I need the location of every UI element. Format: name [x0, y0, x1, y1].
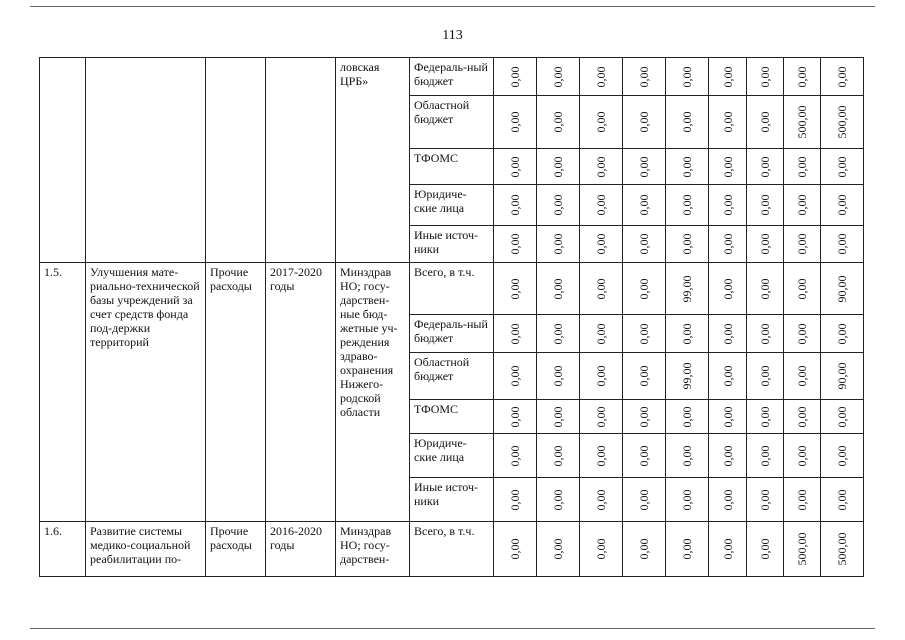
amount-value: 0,00	[508, 111, 522, 133]
amount-cell	[784, 434, 821, 478]
amount-value: 0,00	[594, 278, 608, 299]
amount-value: 0,00	[758, 194, 772, 216]
amount-cell	[494, 478, 537, 522]
amount-cell	[821, 478, 864, 522]
amount-value: 0,00	[720, 278, 735, 299]
funding-source-cell: Юридиче-ские лица	[410, 434, 494, 478]
amount-cell	[821, 263, 864, 315]
expense-type-cell: Прочие расходы	[206, 263, 266, 522]
amount-value: 0,00	[637, 445, 651, 466]
amount-value: 0,00	[508, 489, 522, 510]
amount-cell	[784, 96, 821, 149]
funding-source-cell: Областной бюджет	[410, 353, 494, 400]
amount-cell	[623, 315, 666, 353]
amount-cell	[784, 149, 821, 185]
amount-cell	[580, 434, 623, 478]
amount-value: 0,00	[508, 194, 522, 216]
amount-cell	[747, 96, 784, 149]
amount-cell	[666, 353, 709, 400]
amount-cell	[784, 353, 821, 400]
amount-value: 0,00	[758, 278, 772, 299]
amount-cell	[623, 353, 666, 400]
amount-value: 0,00	[680, 538, 694, 560]
amount-cell	[494, 58, 537, 96]
amount-value: 0,00	[758, 365, 772, 387]
amount-value: 0,00	[637, 278, 651, 299]
amount-value: 0,00	[795, 489, 809, 510]
amount-value: 0,00	[835, 233, 849, 255]
funding-source-cell: ТФОМС	[410, 400, 494, 434]
period-cell	[266, 58, 336, 263]
amount-cell	[494, 149, 537, 185]
amount-value: 0,00	[795, 156, 809, 177]
amount-value: 0,00	[758, 445, 772, 466]
amount-value: 0,00	[508, 538, 522, 560]
amount-value: 0,00	[835, 66, 849, 87]
amount-cell	[747, 400, 784, 434]
amount-cell	[709, 400, 747, 434]
amount-value: 0,00	[508, 66, 522, 87]
amount-cell	[821, 353, 864, 400]
top-scan-edge	[30, 6, 875, 7]
amount-cell	[821, 400, 864, 434]
amount-value: 0,00	[551, 278, 565, 299]
amount-value: 90,00	[835, 362, 849, 390]
amount-cell	[747, 478, 784, 522]
amount-value: 0,00	[758, 538, 772, 560]
amount-value: 0,00	[551, 233, 565, 255]
amount-value: 0,00	[680, 66, 694, 87]
amount-value: 0,00	[637, 538, 651, 560]
amount-value: 500,00	[795, 532, 809, 566]
amount-value: 0,00	[637, 233, 651, 255]
amount-value: 0,00	[720, 233, 735, 255]
amount-value: 99,00	[680, 362, 694, 390]
amount-cell	[747, 522, 784, 577]
amount-cell	[537, 226, 580, 263]
amount-value: 0,00	[637, 194, 651, 216]
amount-cell	[784, 58, 821, 96]
amount-value: 0,00	[508, 406, 522, 427]
amount-value: 0,00	[795, 278, 809, 299]
amount-cell	[709, 149, 747, 185]
amount-value: 0,00	[551, 445, 565, 466]
amount-value: 0,00	[680, 445, 694, 466]
amount-cell	[537, 58, 580, 96]
amount-cell	[821, 434, 864, 478]
amount-value: 0,00	[795, 233, 809, 255]
amount-value: 0,00	[637, 111, 651, 133]
amount-value: 0,00	[720, 538, 735, 560]
amount-cell	[821, 226, 864, 263]
amount-value: 99,00	[680, 275, 694, 302]
funding-source-cell: Федераль-ный бюджет	[410, 58, 494, 96]
amount-cell	[580, 149, 623, 185]
amount-cell	[666, 478, 709, 522]
item-number-cell: 1.5.	[40, 263, 86, 522]
amount-value: 0,00	[594, 323, 608, 344]
measure-name-cell	[86, 58, 206, 263]
amount-cell	[784, 185, 821, 226]
amount-cell	[623, 478, 666, 522]
amount-cell	[537, 400, 580, 434]
amount-cell	[494, 226, 537, 263]
amount-value: 0,00	[835, 489, 849, 510]
amount-value: 0,00	[720, 323, 735, 344]
amount-cell	[784, 315, 821, 353]
amount-cell	[709, 478, 747, 522]
amount-value: 0,00	[795, 194, 809, 216]
amount-cell	[623, 58, 666, 96]
amount-value: 0,00	[508, 278, 522, 299]
amount-value: 0,00	[795, 365, 809, 387]
amount-value: 0,00	[594, 538, 608, 560]
amount-value: 0,00	[758, 233, 772, 255]
item-number-cell	[40, 58, 86, 263]
amount-value: 0,00	[594, 111, 608, 133]
amount-cell	[494, 353, 537, 400]
amount-cell	[623, 434, 666, 478]
amount-value: 0,00	[637, 365, 651, 387]
funding-source-cell: ТФОМС	[410, 149, 494, 185]
amount-value: 0,00	[835, 323, 849, 344]
page-number: 113	[442, 28, 463, 43]
amount-cell	[709, 263, 747, 315]
amount-cell	[666, 434, 709, 478]
amount-cell	[537, 185, 580, 226]
amount-cell	[709, 522, 747, 577]
amount-value: 0,00	[758, 323, 772, 344]
amount-value: 0,00	[758, 406, 772, 427]
amount-cell	[709, 96, 747, 149]
expense-type-cell: Прочие расходы	[206, 522, 266, 577]
amount-cell	[537, 263, 580, 315]
amount-cell	[537, 522, 580, 577]
amount-value: 0,00	[835, 194, 849, 216]
amount-value: 500,00	[835, 532, 849, 566]
amount-value: 0,00	[508, 233, 522, 255]
amount-cell	[821, 58, 864, 96]
funding-source-cell: Областной бюджет	[410, 96, 494, 149]
amount-cell	[747, 226, 784, 263]
amount-value: 0,00	[795, 66, 809, 87]
amount-value: 500,00	[795, 105, 809, 139]
executor-cell: ловская ЦРБ»	[336, 58, 410, 263]
amount-value: 0,00	[508, 156, 522, 177]
amount-cell	[537, 478, 580, 522]
amount-cell	[747, 58, 784, 96]
amount-value: 0,00	[637, 66, 651, 87]
amount-cell	[821, 96, 864, 149]
table-row	[40, 58, 864, 96]
measure-name-cell: Развитие системы медико-социальной реабилитации по-	[86, 522, 206, 577]
expense-type-cell	[206, 58, 266, 263]
amount-cell	[709, 315, 747, 353]
amount-cell	[494, 400, 537, 434]
amount-value: 0,00	[551, 538, 565, 560]
amount-cell	[537, 434, 580, 478]
amount-cell	[623, 149, 666, 185]
amount-cell	[784, 400, 821, 434]
amount-cell	[537, 149, 580, 185]
amount-cell	[821, 185, 864, 226]
amount-cell	[747, 315, 784, 353]
amount-cell	[747, 185, 784, 226]
amount-cell	[666, 522, 709, 577]
amount-cell	[709, 434, 747, 478]
funding-source-cell: Юридиче-ские лица	[410, 185, 494, 226]
measure-name-cell: Улучшения мате-риально-технической базы учреждений за счет средств фонда под-держки территорий	[86, 263, 206, 522]
amount-value: 0,00	[594, 406, 608, 427]
amount-cell	[666, 96, 709, 149]
amount-value: 0,00	[508, 323, 522, 344]
amount-cell	[580, 263, 623, 315]
funding-source-cell: Иные источ-ники	[410, 226, 494, 263]
amount-cell	[821, 315, 864, 353]
amount-cell	[666, 400, 709, 434]
amount-cell	[623, 185, 666, 226]
funding-source-cell: Иные источ-ники	[410, 478, 494, 522]
bottom-scan-edge	[30, 628, 875, 629]
amount-cell	[747, 263, 784, 315]
amount-cell	[666, 263, 709, 315]
amount-cell	[666, 315, 709, 353]
amount-value: 0,00	[758, 111, 772, 133]
amount-value: 0,00	[551, 406, 565, 427]
executor-cell: Минздрав НО; госу-дарствен-	[336, 522, 410, 577]
amount-value: 0,00	[795, 445, 809, 466]
amount-cell	[494, 185, 537, 226]
amount-cell	[784, 263, 821, 315]
amount-value: 0,00	[835, 406, 849, 427]
amount-cell	[494, 434, 537, 478]
amount-value: 0,00	[680, 489, 694, 510]
amount-cell	[537, 353, 580, 400]
amount-cell	[623, 400, 666, 434]
amount-value: 0,00	[680, 156, 694, 177]
amount-value: 0,00	[680, 233, 694, 255]
amount-cell	[709, 353, 747, 400]
funding-source-cell: Всего, в т.ч.	[410, 522, 494, 577]
amount-cell	[494, 315, 537, 353]
amount-value: 0,00	[758, 66, 772, 87]
amount-value: 0,00	[720, 156, 735, 177]
amount-value: 0,00	[720, 194, 735, 216]
amount-cell	[623, 263, 666, 315]
amount-value: 0,00	[594, 194, 608, 216]
amount-cell	[623, 522, 666, 577]
amount-value: 0,00	[680, 406, 694, 427]
amount-value: 0,00	[795, 323, 809, 344]
amount-cell	[580, 400, 623, 434]
amount-value: 0,00	[594, 233, 608, 255]
table-row	[40, 263, 864, 315]
amount-value: 0,00	[720, 111, 735, 133]
amount-cell	[709, 185, 747, 226]
amount-value: 0,00	[835, 445, 849, 466]
amount-value: 0,00	[720, 489, 735, 510]
amount-value: 0,00	[551, 194, 565, 216]
amount-cell	[580, 522, 623, 577]
amount-value: 0,00	[795, 406, 809, 427]
amount-value: 500,00	[835, 105, 849, 139]
amount-cell	[709, 58, 747, 96]
amount-cell	[747, 353, 784, 400]
executor-cell: Минздрав НО; госу-дарствен-ные бюд-жетные уч-реждения здраво-охранения Нижего-родской области	[336, 263, 410, 522]
amount-value: 0,00	[637, 489, 651, 510]
amount-value: 0,00	[680, 194, 694, 216]
amount-cell	[494, 522, 537, 577]
amount-cell	[821, 149, 864, 185]
amount-cell	[580, 226, 623, 263]
amount-cell	[666, 149, 709, 185]
amount-cell	[747, 434, 784, 478]
amount-value: 0,00	[720, 406, 735, 427]
amount-cell	[784, 226, 821, 263]
amount-cell	[494, 263, 537, 315]
amount-value: 0,00	[758, 156, 772, 177]
amount-value: 0,00	[551, 111, 565, 133]
amount-value: 0,00	[594, 156, 608, 177]
item-number-cell: 1.6.	[40, 522, 86, 577]
amount-value: 0,00	[594, 489, 608, 510]
amount-cell	[494, 96, 537, 149]
amount-cell	[821, 522, 864, 577]
amount-value: 0,00	[637, 323, 651, 344]
amount-cell	[537, 96, 580, 149]
amount-cell	[709, 226, 747, 263]
amount-value: 0,00	[551, 323, 565, 344]
amount-cell	[580, 185, 623, 226]
amount-cell	[580, 315, 623, 353]
amount-value: 0,00	[551, 489, 565, 510]
amount-value: 90,00	[835, 275, 849, 302]
amount-value: 0,00	[680, 111, 694, 133]
amount-cell	[666, 226, 709, 263]
amount-cell	[623, 226, 666, 263]
amount-value: 0,00	[594, 365, 608, 387]
period-cell: 2016-2020 годы	[266, 522, 336, 577]
period-cell: 2017-2020 годы	[266, 263, 336, 522]
table-row	[40, 522, 864, 577]
amount-cell	[537, 315, 580, 353]
amount-value: 0,00	[594, 445, 608, 466]
funding-source-cell: Всего, в т.ч.	[410, 263, 494, 315]
amount-cell	[623, 96, 666, 149]
amount-value: 0,00	[720, 445, 735, 466]
amount-value: 0,00	[551, 365, 565, 387]
amount-value: 0,00	[637, 156, 651, 177]
funding-source-cell: Федераль-ный бюджет	[410, 315, 494, 353]
amount-value: 0,00	[551, 156, 565, 177]
amount-cell	[580, 96, 623, 149]
amount-value: 0,00	[637, 406, 651, 427]
amount-value: 0,00	[720, 365, 735, 387]
amount-cell	[580, 353, 623, 400]
amount-cell	[580, 478, 623, 522]
amount-value: 0,00	[680, 323, 694, 344]
financing-table	[39, 57, 864, 577]
amount-cell	[784, 478, 821, 522]
amount-cell	[666, 58, 709, 96]
amount-cell	[580, 58, 623, 96]
amount-value: 0,00	[594, 66, 608, 87]
amount-value: 0,00	[508, 365, 522, 387]
amount-cell	[747, 149, 784, 185]
amount-value: 0,00	[508, 445, 522, 466]
amount-value: 0,00	[551, 66, 565, 87]
amount-cell	[666, 185, 709, 226]
amount-cell	[784, 522, 821, 577]
amount-value: 0,00	[835, 156, 849, 177]
amount-value: 0,00	[758, 489, 772, 510]
amount-value: 0,00	[720, 66, 735, 87]
